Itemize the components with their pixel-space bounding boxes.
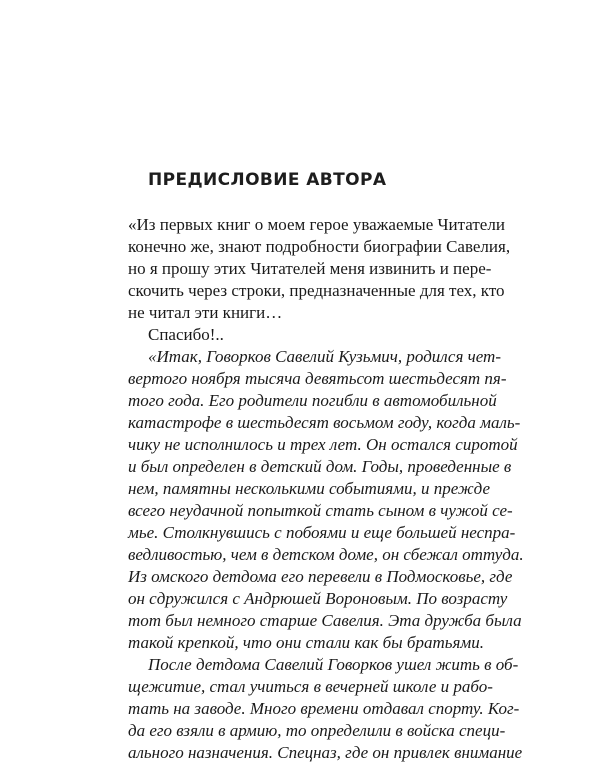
- text-line: ведливостью, чем в детском доме, он сбежал оттуда.: [128, 545, 524, 564]
- text-line: тот был немного старше Савелия. Эта дружба была: [128, 611, 522, 630]
- text-line: того года. Его родители погибли в автомобильной: [128, 391, 497, 410]
- text-line: чику не исполнилось и трех лет. Он остался сиротой: [128, 435, 518, 454]
- text-line: конечно же, знают подробности биографии Савелия,: [128, 237, 511, 256]
- text-line: После детдома Савелий Говорков ушел жить в об-: [148, 655, 519, 674]
- text-line: катастрофе в шестьдесят восьмом году, когда маль-: [128, 413, 521, 432]
- text-line: он сдружился с Андрюшей Вороновым. По возрасту: [128, 589, 508, 608]
- text-line: щежитие, стал учиться в вечерней школе и рабо-: [128, 677, 493, 696]
- text-line: нем, памятны несколькими событиями, и прежде: [128, 479, 491, 498]
- text-line: мье. Столкнувшись с побоями и еще большей неспра-: [128, 523, 516, 542]
- text-line: скочить через строки, предназначенные для тех, кто: [128, 281, 505, 300]
- chapter-heading: ПРЕДИСЛОВИЕ АВТОРА: [148, 170, 387, 190]
- text-line: ального назначения. Спецназ, где он привлек внимание: [128, 743, 523, 762]
- text-line: да его взяли в армию, то определили в войска специ-: [128, 721, 506, 740]
- text-line: всего неудачной попыткой стать сыном в чужой се-: [128, 501, 513, 520]
- text-line: но я прошу этих Читателей меня извинить и пере-: [128, 259, 492, 278]
- text-line: и был определен в детский дом. Годы, проведенные в: [128, 457, 512, 476]
- text-line: такой крепкой, что они стали как бы братьями.: [128, 633, 484, 652]
- text-line: Из омского детдома его перевели в Подмосковье, где: [128, 567, 513, 586]
- text-line: тать на заводе. Много времени отдавал спорту. Ког-: [128, 699, 520, 718]
- thanks-line: Спасибо!..: [148, 325, 224, 344]
- body-text: [128, 214, 524, 764]
- text-line: «Итак, Говорков Савелий Кузьмич, родился чет-: [148, 347, 501, 366]
- italic-passage: [128, 346, 524, 764]
- text-line: не читал эти книги…: [128, 303, 283, 322]
- text-line: вертого ноября тысяча девятьсот шестьдесят пя-: [128, 369, 507, 388]
- text-line: «Из первых книг о моем герое уважаемые Читатели: [128, 215, 505, 234]
